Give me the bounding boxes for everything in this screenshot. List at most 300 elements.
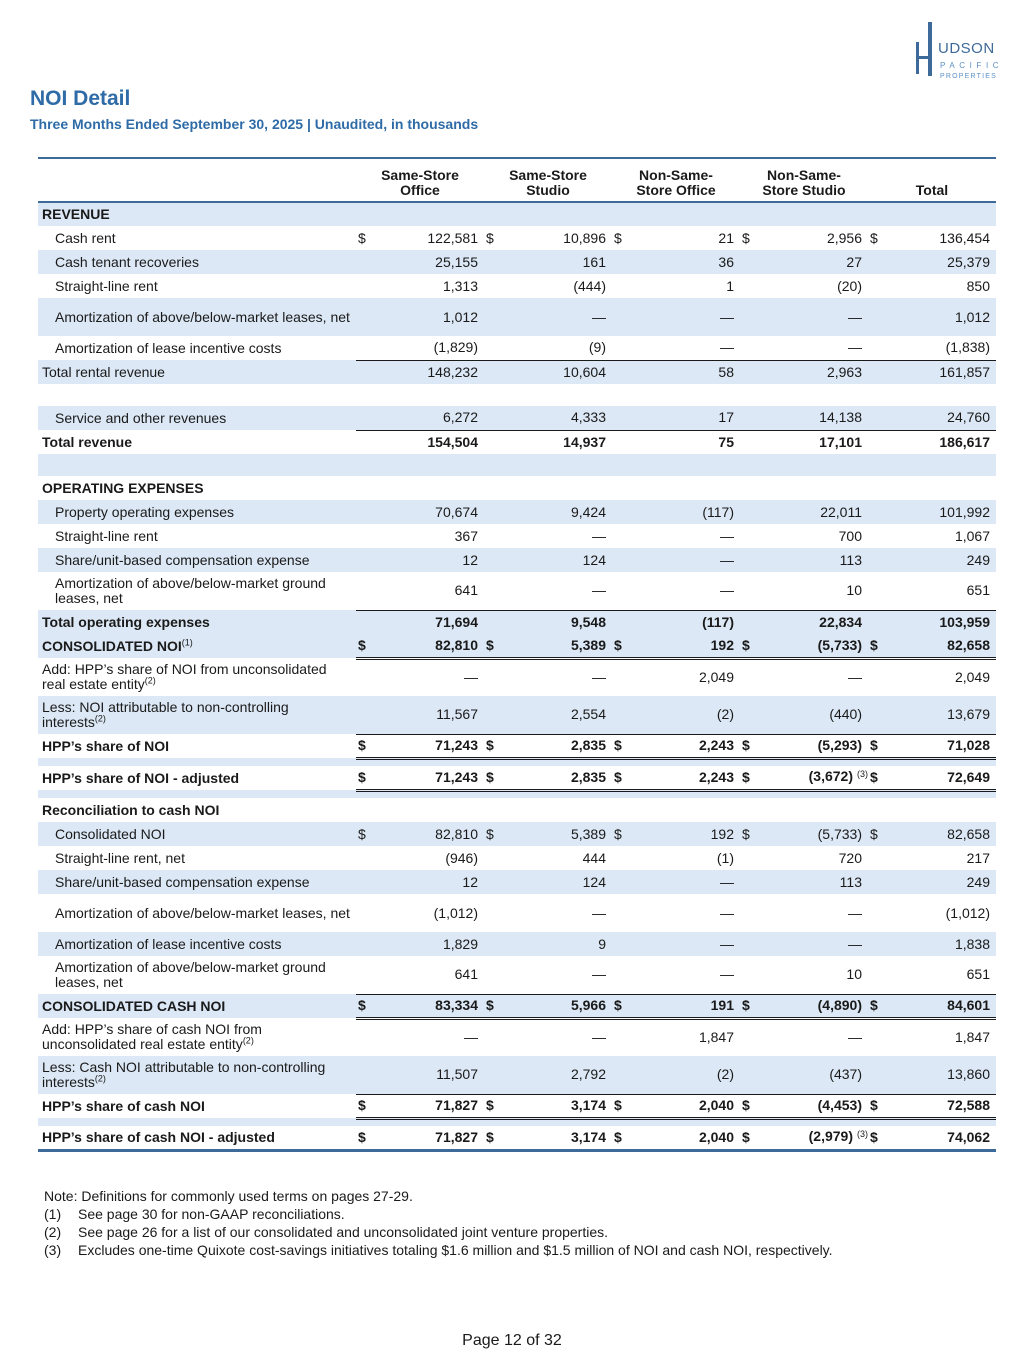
currency-sign [612,524,636,548]
currency-sign: $ [870,229,878,246]
currency-sign [868,798,892,822]
value-cell: 367 [454,527,478,544]
currency-sign [740,1018,764,1056]
row-label: Consolidated NOI [38,822,356,846]
currency-sign [356,500,380,524]
logo-h-crossbar [916,56,932,59]
currency-sign [356,956,380,994]
value-cell [764,1118,868,1126]
value-cell: 9,424 [508,500,612,524]
value-cell [508,476,612,500]
table-row [38,1118,996,1126]
currency-sign: $ [868,994,892,1018]
currency-sign [740,524,764,548]
value-cell [892,790,996,798]
value-cell [636,758,740,766]
noi-detail-table [38,157,996,1152]
value-cell: 651 [892,572,996,610]
currency-sign [356,384,380,406]
currency-sign [484,406,508,430]
currency-sign: $ [868,1126,892,1150]
table-row [38,524,996,548]
noi-table-container [38,157,990,1152]
value-cell: 6,272 [380,406,484,430]
currency-sign [612,454,636,476]
value-cell: 25,379 [892,250,996,274]
currency-sign [740,758,764,766]
row-label: Total operating expenses [38,610,356,634]
value-cell: 71,827 [380,1126,484,1150]
value-cell [764,384,868,406]
table-row [38,610,996,634]
table-row [38,298,996,336]
currency-sign [484,758,508,766]
currency-sign [612,548,636,572]
value-cell: 2,243 [636,766,740,790]
value-cell: — [636,298,740,336]
table-row [38,226,996,250]
value-cell: 71,028 [892,734,996,758]
currency-sign [868,406,892,430]
currency-sign [484,274,508,298]
currency-sign [356,250,380,274]
row-label [38,790,356,798]
currency-sign [740,696,764,734]
currency-sign [740,956,764,994]
value-cell [764,798,868,822]
currency-sign: $ [868,822,892,846]
currency-sign [740,1118,764,1126]
currency-sign [484,870,508,894]
value-cell [892,202,996,226]
table-row [38,476,996,500]
currency-sign: $ [740,1094,764,1118]
value-cell: (1,012) [945,904,990,921]
value-cell: (117) [636,610,740,634]
currency-sign [356,658,380,696]
currency-sign [868,1056,892,1094]
table-row [38,1126,996,1150]
currency-sign: $ [484,1126,508,1150]
currency-sign: $ [868,1094,892,1118]
currency-sign: $ [486,229,494,246]
value-cell: 82,658 [892,634,996,658]
currency-sign [740,384,764,406]
footnote-ref: (3) [857,1128,868,1139]
value-cell: 1 [726,277,734,294]
currency-sign: $ [612,1094,636,1118]
currency-sign [484,572,508,610]
value-cell: 1,847 [698,1029,734,1046]
table-row [38,572,996,610]
currency-sign [868,1118,892,1126]
value-cell [892,798,996,822]
currency-sign: $ [484,994,508,1018]
currency-sign [868,870,892,894]
value-cell: 191 [636,994,740,1018]
value-cell: — [636,956,740,994]
currency-sign [484,798,508,822]
row-label [38,758,356,766]
value-cell: 1,838 [892,932,996,956]
table-row [38,894,996,932]
currency-sign: $ [612,1126,636,1150]
value-cell [892,454,996,476]
value-cell: — [636,870,740,894]
currency-sign [484,250,508,274]
value-cell: 2,243 [636,734,740,758]
value-cell: (1,829) [380,336,484,360]
value-cell: 10 [764,956,868,994]
currency-sign: $ [868,766,892,790]
value-cell: 84,601 [892,994,996,1018]
currency-sign [612,336,636,360]
currency-sign [740,274,764,298]
value-cell: 72,649 [892,766,996,790]
value-cell: 14,138 [764,406,868,430]
currency-sign: $ [612,734,636,758]
currency-sign [484,610,508,634]
value-cell: 850 [966,277,990,294]
table-row [38,870,996,894]
table-row [38,734,996,758]
value-cell: 124 [508,548,612,572]
currency-sign: $ [740,634,764,658]
currency-sign [612,870,636,894]
value-cell: 1,012 [380,298,484,336]
value-cell [892,758,996,766]
table-row [38,406,996,430]
value-cell: 2,956 [826,229,862,246]
currency-sign [484,1018,508,1056]
row-label: Total revenue [42,433,132,450]
value-cell: 17,101 [819,433,862,450]
row-label: Add: HPP’s share of cash NOI from unconsolidated real estate entity$^{(2)}$ [42,1021,262,1052]
table-row [38,766,996,790]
value-cell: (20) [837,277,862,294]
value-cell [380,1118,484,1126]
currency-sign [356,870,380,894]
currency-sign [740,360,764,384]
currency-sign: $ [612,634,636,658]
value-cell [380,758,484,766]
currency-sign [868,454,892,476]
value-cell: (440) [764,696,868,734]
currency-sign: $ [484,766,508,790]
value-cell: — [764,932,868,956]
value-cell: 101,992 [892,500,996,524]
currency-sign: $ [356,1126,380,1150]
currency-sign [740,202,764,226]
value-cell: (9) [508,336,612,360]
value-cell: (1,012) [433,904,478,921]
currency-sign [740,894,764,932]
currency-sign [740,336,764,360]
value-cell: 641 [380,956,484,994]
currency-sign: $ [612,822,636,846]
currency-sign [612,430,636,454]
value-cell: 14,937 [563,433,606,450]
value-cell: 25,155 [380,250,484,274]
currency-sign [484,336,508,360]
currency-sign [484,1118,508,1126]
currency-sign [740,476,764,500]
currency-sign: $ [356,766,380,790]
currency-sign: $ [740,766,764,790]
value-cell [892,384,996,406]
value-cell: 74,062 [892,1126,996,1150]
value-cell: 2,835 [508,766,612,790]
value-cell: 148,232 [380,360,484,384]
col-header-non-same-store-studio: Non-Same- Store Studio [740,168,868,202]
value-cell [636,1118,740,1126]
currency-sign [356,1056,380,1094]
value-cell: 9,548 [508,610,612,634]
value-cell: (4,890) [764,994,868,1018]
value-cell: 70,674 [380,500,484,524]
value-cell: 1,829 [380,932,484,956]
currency-sign: $ [740,1126,764,1150]
currency-sign [868,250,892,274]
currency-sign [868,658,892,696]
value-cell: (2) [636,696,740,734]
table-row [38,658,996,696]
value-cell [380,798,484,822]
currency-sign [356,572,380,610]
value-cell: — [592,669,606,686]
value-cell [764,790,868,798]
currency-sign [740,548,764,572]
value-cell: 5,389 [508,634,612,658]
value-cell: 82,810 [380,634,484,658]
table-row [38,454,996,476]
value-cell: 11,567 [380,696,484,734]
value-cell: — [848,1029,862,1046]
row-label [38,454,356,476]
value-cell: (1,838) [892,336,996,360]
footnote-2: (2) See page 26 for a list of our consolidated and unconsolidated joint venture properties. [44,1224,609,1240]
currency-sign [484,548,508,572]
currency-sign: $ [484,822,508,846]
currency-sign [484,454,508,476]
currency-sign [740,406,764,430]
page-number: Page 12 of 32 [462,1332,562,1349]
table-row [38,822,996,846]
currency-sign [868,610,892,634]
value-cell: 2,040 [636,1094,740,1118]
currency-sign: $ [612,994,636,1018]
currency-sign [740,430,764,454]
row-label: Total rental revenue [38,360,356,384]
value-cell: 249 [892,870,996,894]
value-cell: 2,049 [954,669,990,686]
currency-sign [612,476,636,500]
header-label-blank [38,168,356,202]
table-row [38,430,996,454]
currency-sign [740,500,764,524]
value-cell: 2,554 [508,696,612,734]
value-cell: 13,860 [892,1056,996,1094]
row-label [38,384,356,406]
hudson-pacific-logo [914,20,1004,84]
row-label: Amortization of above/below-market leases, net [55,904,350,921]
currency-sign: $ [614,229,622,246]
table-row [38,500,996,524]
currency-sign: $ [868,734,892,758]
row-label: Reconciliation to cash NOI [42,801,220,818]
value-cell: — [848,669,862,686]
value-cell: 3,174 [508,1094,612,1118]
logo-line-2: PACIFIC [940,61,1004,70]
value-cell: — [592,904,606,921]
value-cell: — [508,956,612,994]
table-row [38,336,996,360]
value-cell: — [508,572,612,610]
value-cell: 27 [764,250,868,274]
value-cell [636,384,740,406]
currency-sign [356,1118,380,1126]
currency-sign [868,696,892,734]
table-row [38,790,996,798]
currency-sign [740,572,764,610]
value-cell: 113 [764,870,868,894]
currency-sign [868,548,892,572]
row-label: Property operating expenses [38,500,356,524]
currency-sign: $ [356,1094,380,1118]
currency-sign [868,384,892,406]
value-cell [764,202,868,226]
currency-sign [612,202,636,226]
value-cell: 161,857 [892,360,996,384]
value-cell: 641 [380,572,484,610]
table-row [38,250,996,274]
value-cell [508,454,612,476]
value-cell: 161 [508,250,612,274]
value-cell: — [592,1029,606,1046]
row-label: HPP’s share of NOI [42,737,170,754]
value-cell: 82,810 [380,822,484,846]
currency-sign [868,956,892,994]
table-body [38,202,996,1150]
value-cell: 113 [764,548,868,572]
value-cell: 22,834 [764,610,868,634]
currency-sign [484,696,508,734]
table-row [38,798,996,822]
row-label: Add: HPP’s share of NOI from unconsolidated real estate entity$^{(2)}$ [42,661,327,692]
table-row [38,274,996,298]
value-cell: 58 [636,360,740,384]
table-row [38,202,996,226]
currency-sign [612,696,636,734]
row-label: Amortization of above/below-market leases, net [38,298,356,336]
currency-sign [740,846,764,870]
value-cell: (5,733) [764,634,868,658]
value-cell: 71,243 [380,734,484,758]
currency-sign [740,610,764,634]
currency-sign [356,790,380,798]
logo-h-right-bar [928,22,932,76]
value-cell: — [636,336,740,360]
value-cell: 10,604 [508,360,612,384]
table-row [38,956,996,994]
table-row [38,1094,996,1118]
currency-sign: $ [484,734,508,758]
row-label: Amortization of above/below-market ground leases, net [55,575,326,606]
currency-sign [484,894,508,932]
value-cell: 83,334 [380,994,484,1018]
currency-sign [612,798,636,822]
table-row [38,1018,996,1056]
currency-sign: $ [356,734,380,758]
value-cell: 249 [892,548,996,572]
value-cell [508,790,612,798]
note-intro: Note: Definitions for commonly used terms on pages 27-29. [44,1188,413,1204]
value-cell [508,798,612,822]
value-cell: 1,847 [954,1029,990,1046]
value-cell: 71,827 [380,1094,484,1118]
value-cell: 720 [838,849,862,866]
row-label: HPP’s share of NOI - adjusted [42,769,240,786]
currency-sign [612,1118,636,1126]
row-label [38,1118,356,1126]
currency-sign [868,274,892,298]
currency-sign [740,798,764,822]
value-cell: 3,174 [508,1126,612,1150]
currency-sign [612,250,636,274]
value-cell: 36 [636,250,740,274]
currency-sign [484,384,508,406]
value-cell: 2,040 [636,1126,740,1150]
value-cell: — [508,298,612,336]
table-row [38,758,996,766]
currency-sign [612,758,636,766]
currency-sign [484,430,508,454]
value-cell: (117) [636,500,740,524]
row-label: CONSOLIDATED NOI$^{(1)}$ [38,634,356,658]
value-cell [380,454,484,476]
value-cell: 71,243 [380,766,484,790]
logo-word: UDSON [938,40,995,57]
value-cell: 75 [718,433,734,450]
currency-sign: $ [740,822,764,846]
currency-sign [868,360,892,384]
value-cell: 71,694 [380,610,484,634]
value-cell [508,1118,612,1126]
currency-sign [356,758,380,766]
footnote-ref: (3) [857,768,868,779]
value-cell [764,454,868,476]
currency-sign [356,610,380,634]
currency-sign [484,202,508,226]
value-cell: — [464,1029,478,1046]
table-row [38,634,996,658]
currency-sign [740,932,764,956]
currency-sign [484,298,508,336]
currency-sign [612,932,636,956]
currency-sign [868,430,892,454]
currency-sign [740,250,764,274]
currency-sign [484,1056,508,1094]
currency-sign [484,956,508,994]
currency-sign: $ [740,994,764,1018]
value-cell: 17 [636,406,740,430]
table-row [38,994,996,1018]
row-label: HPP’s share of cash NOI [42,1097,205,1114]
currency-sign [612,1056,636,1094]
row-label: Straight-line rent [55,527,158,544]
value-cell: 2,792 [508,1056,612,1094]
currency-sign [356,336,380,360]
